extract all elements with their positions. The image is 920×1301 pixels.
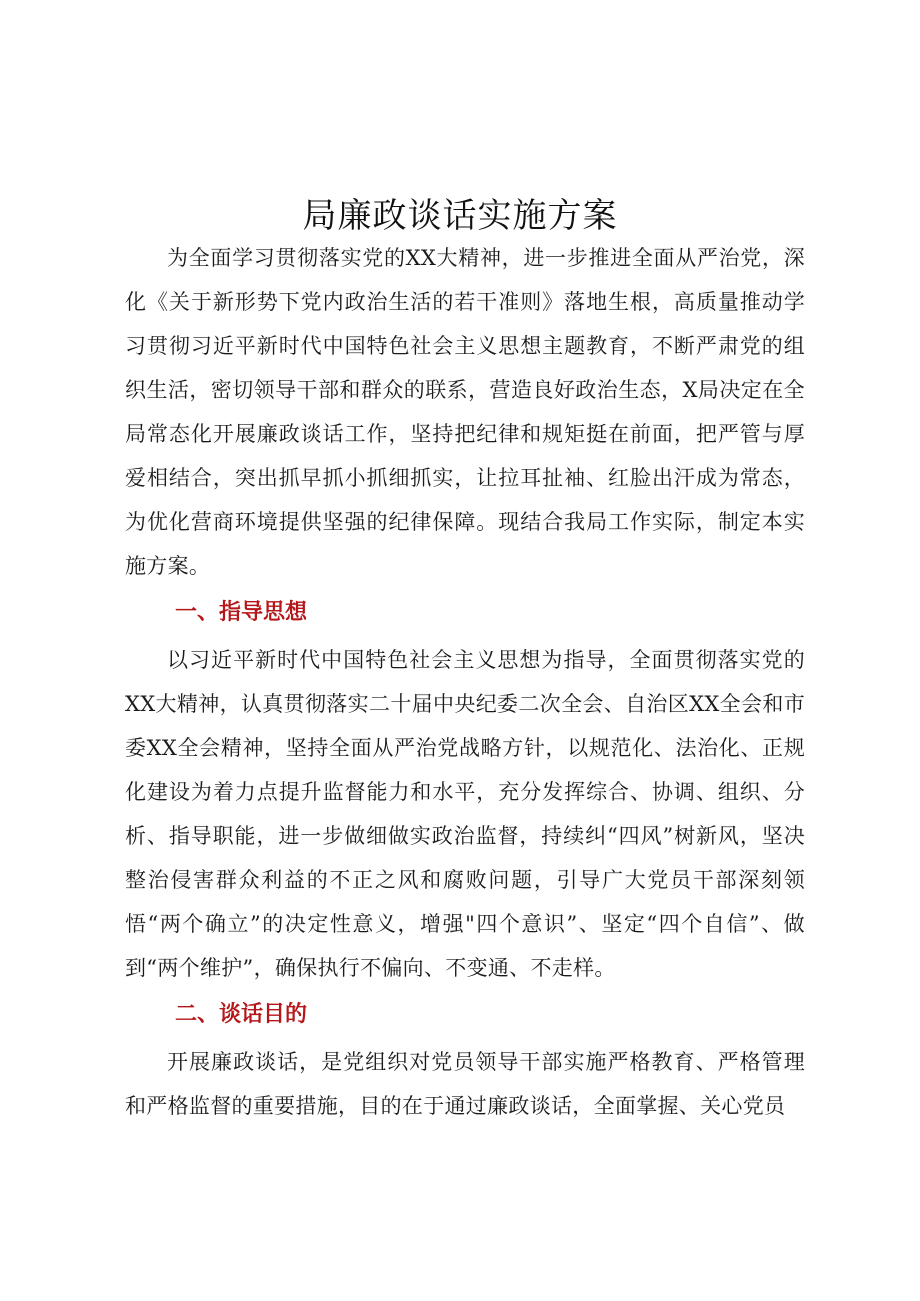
section-paragraph-talk-purpose: 开展廉政谈话，是党组织对党员领导干部实施严格教育、严格管理和严格监督的重要措施，目的在于通过廉政谈话，全面掌握、关心党员 — [125, 1050, 805, 1118]
section-heading-talk-purpose: 二、谈话目的 — [175, 1002, 308, 1027]
document-body — [125, 236, 805, 1128]
document-title: 局廉政谈话实施方案 — [302, 196, 618, 236]
intro-paragraph: 为全面学习贯彻落实党的XX大精神，进一步推进全面从严治党，深化《关于新形势下党内政治生活的若干准则》落地生根，高质量推动学习贯彻习近平新时代中国特色社会主义思想主题教育，不断严肃党的组织生活，密切领导干部和群众的联系，营造良好政治生态，X局决定在全局常态化开展廉政谈话工作，坚持把纪律和规矩挺在前面，把严管与厚爱相结合，突出抓早抓小抓细抓实，让拉耳扯袖、红脸出汗成为常态，为优化营商环境提供坚强的纪律保障。现结合我局工作实际，制定本实施方案。 — [125, 246, 805, 578]
section-heading-guiding-ideology: 一、指导思想 — [175, 600, 308, 625]
section-paragraph-guiding-ideology: 以习近平新时代中国特色社会主义思想为指导，全面贯彻落实党的XX大精神，认真贯彻落实二十届中央纪委二次全会、自治区XX全会和市委XX全会精神，坚持全面从严治党战略方针，以规范化、法治化、正规化建设为着力点提升监督能力和水平，充分发挥综合、协调、组织、分析、指导职能，进一步做细做实政治监督，持续纠“四风”树新风，坚决整治侵害群众利益的不正之风和腐败问题，引导广大党员干部深刻领悟“两个确立”的决定性意义，增强"四个意识”、坚定“四个自信”、做到“两个维护”，确保执行不偏向、不变通、不走样。 — [125, 648, 805, 980]
